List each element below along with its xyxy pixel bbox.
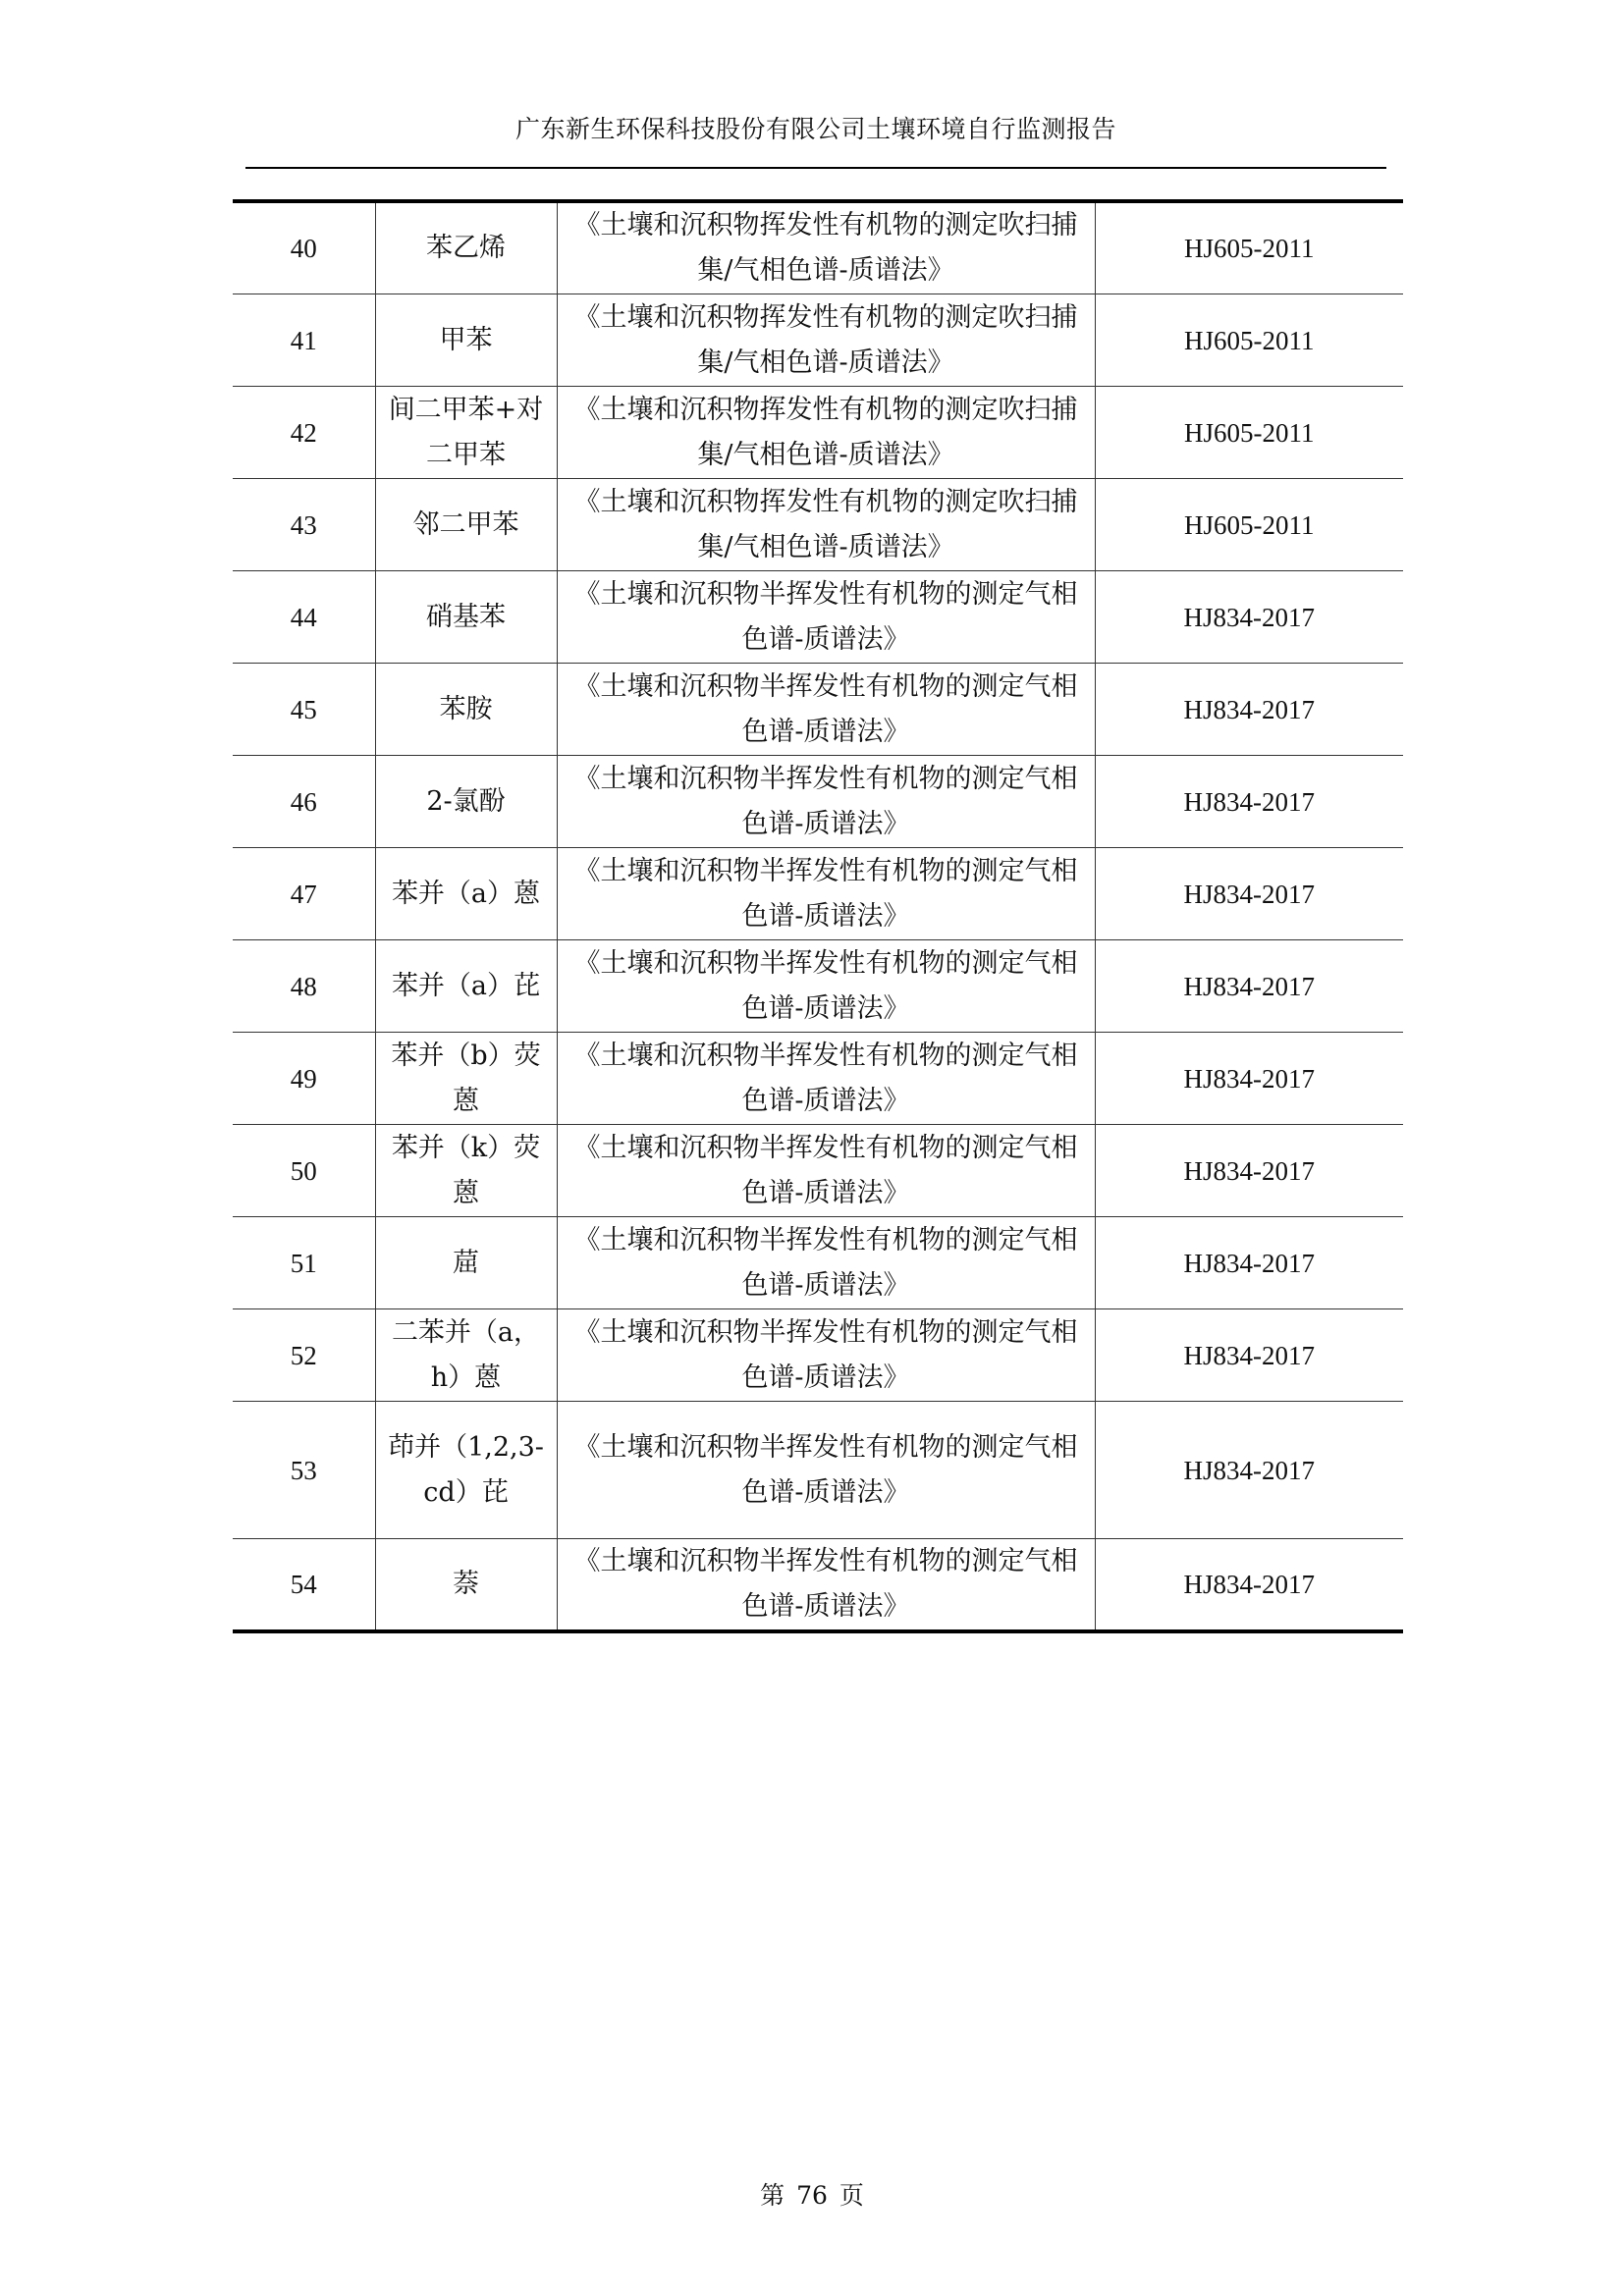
method-name: 《土壤和沉积物半挥发性有机物的测定气相色谱-质谱法》	[557, 1125, 1095, 1217]
method-name: 《土壤和沉积物挥发性有机物的测定吹扫捕集/气相色谱-质谱法》	[557, 479, 1095, 571]
row-number: 48	[233, 940, 375, 1033]
table-row	[233, 294, 1403, 387]
method-name: 《土壤和沉积物半挥发性有机物的测定气相色谱-质谱法》	[557, 756, 1095, 848]
row-number: 47	[233, 848, 375, 940]
analyte-name: 苯并（k）荧蒽	[375, 1125, 557, 1217]
table-row	[233, 571, 1403, 664]
header-divider	[245, 167, 1386, 169]
row-number: 42	[233, 387, 375, 479]
method-name: 《土壤和沉积物挥发性有机物的测定吹扫捕集/气相色谱-质谱法》	[557, 387, 1095, 479]
standard-code: HJ834-2017	[1095, 1125, 1403, 1217]
page-footer	[0, 2176, 1624, 2212]
row-number: 43	[233, 479, 375, 571]
table-row	[233, 756, 1403, 848]
analyte-name: 苯并（a）芘	[375, 940, 557, 1033]
row-number: 50	[233, 1125, 375, 1217]
row-number: 41	[233, 294, 375, 387]
table-row	[233, 1539, 1403, 1632]
standard-code: HJ834-2017	[1095, 1309, 1403, 1402]
table-row	[233, 664, 1403, 756]
row-number: 40	[233, 201, 375, 294]
row-number: 49	[233, 1033, 375, 1125]
analyte-name: 2-氯酚	[375, 756, 557, 848]
page-label-prefix: 第	[760, 2181, 785, 2210]
method-name: 《土壤和沉积物半挥发性有机物的测定气相色谱-质谱法》	[557, 848, 1095, 940]
standard-code: HJ834-2017	[1095, 664, 1403, 756]
standard-code: HJ605-2011	[1095, 387, 1403, 479]
method-name: 《土壤和沉积物半挥发性有机物的测定气相色谱-质谱法》	[557, 571, 1095, 664]
analyte-name: 苯并（a）蒽	[375, 848, 557, 940]
table-row	[233, 1309, 1403, 1402]
row-number: 44	[233, 571, 375, 664]
table-row	[233, 1217, 1403, 1309]
standard-code: HJ834-2017	[1095, 1539, 1403, 1632]
standard-code: HJ605-2011	[1095, 201, 1403, 294]
standard-code: HJ834-2017	[1095, 1402, 1403, 1539]
page-label-suffix: 页	[839, 2181, 864, 2210]
standard-code: HJ834-2017	[1095, 848, 1403, 940]
analyte-name: 二苯并（a，h）蒽	[375, 1309, 557, 1402]
analyte-name: 间二甲苯+对二甲苯	[375, 387, 557, 479]
page-number: 76	[796, 2181, 828, 2210]
method-name: 《土壤和沉积物挥发性有机物的测定吹扫捕集/气相色谱-质谱法》	[557, 201, 1095, 294]
page-header-title: 广东新生环保科技股份有限公司土壤环境自行监测报告	[514, 115, 1116, 143]
standard-code: HJ605-2011	[1095, 294, 1403, 387]
row-number: 45	[233, 664, 375, 756]
analyte-name: 甲苯	[375, 294, 557, 387]
analyte-name: 茚并（1,2,3-cd）芘	[375, 1402, 557, 1539]
method-name: 《土壤和沉积物半挥发性有机物的测定气相色谱-质谱法》	[557, 1402, 1095, 1539]
row-number: 53	[233, 1402, 375, 1539]
analyte-name: 萘	[375, 1539, 557, 1632]
method-name: 《土壤和沉积物半挥发性有机物的测定气相色谱-质谱法》	[557, 1309, 1095, 1402]
standard-code: HJ834-2017	[1095, 756, 1403, 848]
row-number: 52	[233, 1309, 375, 1402]
analyte-name: 邻二甲苯	[375, 479, 557, 571]
standard-code: HJ834-2017	[1095, 1033, 1403, 1125]
test-method-table	[233, 199, 1403, 1633]
method-name: 《土壤和沉积物半挥发性有机物的测定气相色谱-质谱法》	[557, 1217, 1095, 1309]
analyte-name: 硝基苯	[375, 571, 557, 664]
standard-code: HJ834-2017	[1095, 571, 1403, 664]
method-name: 《土壤和沉积物半挥发性有机物的测定气相色谱-质谱法》	[557, 1033, 1095, 1125]
standard-code: HJ834-2017	[1095, 940, 1403, 1033]
row-number: 46	[233, 756, 375, 848]
table-row	[233, 1033, 1403, 1125]
table-row	[233, 940, 1403, 1033]
row-number: 54	[233, 1539, 375, 1632]
standard-code: HJ834-2017	[1095, 1217, 1403, 1309]
table-row	[233, 201, 1403, 294]
analyte-name: 苯胺	[375, 664, 557, 756]
method-name: 《土壤和沉积物半挥发性有机物的测定气相色谱-质谱法》	[557, 664, 1095, 756]
analyte-name: 苯并（b）荧蒽	[375, 1033, 557, 1125]
analyte-name: 苯乙烯	[375, 201, 557, 294]
table-row	[233, 387, 1403, 479]
table-row	[233, 1402, 1403, 1539]
table-row	[233, 848, 1403, 940]
analyte-name: 䓛	[375, 1217, 557, 1309]
method-name: 《土壤和沉积物半挥发性有机物的测定气相色谱-质谱法》	[557, 940, 1095, 1033]
standard-code: HJ605-2011	[1095, 479, 1403, 571]
row-number: 51	[233, 1217, 375, 1309]
method-name: 《土壤和沉积物挥发性有机物的测定吹扫捕集/气相色谱-质谱法》	[557, 294, 1095, 387]
method-name: 《土壤和沉积物半挥发性有机物的测定气相色谱-质谱法》	[557, 1539, 1095, 1632]
table-row	[233, 479, 1403, 571]
table-row	[233, 1125, 1403, 1217]
